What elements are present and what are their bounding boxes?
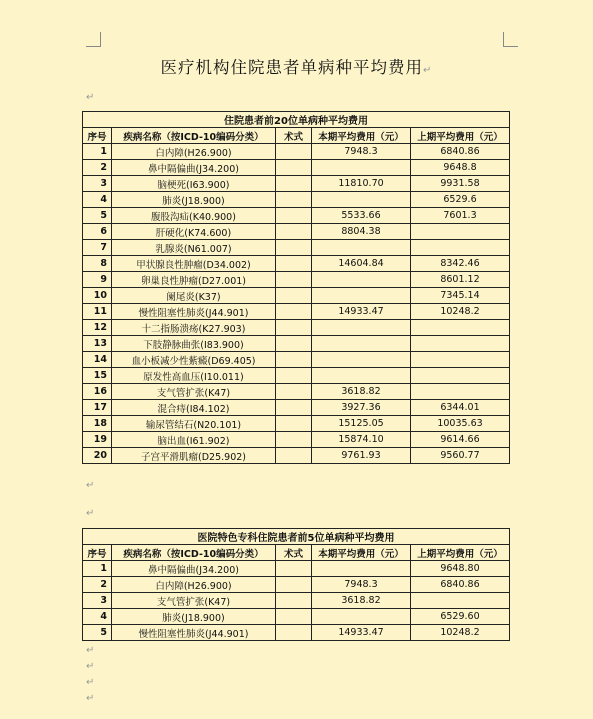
- current-cost: 15874.10: [312, 432, 411, 448]
- table-row: [83, 240, 510, 256]
- paragraph-mark-icon: ↵: [86, 645, 95, 656]
- table-row: [83, 561, 510, 577]
- disease-name: 鼻中隔偏曲(J34.200): [112, 561, 276, 577]
- previous-cost: 10248.2: [411, 625, 510, 641]
- current-cost: [312, 561, 411, 577]
- current-cost: [312, 192, 411, 208]
- operation-cell: [276, 352, 312, 368]
- document-title: [0, 54, 593, 78]
- operation-cell: [276, 609, 312, 625]
- previous-cost: 10035.63: [411, 416, 510, 432]
- current-cost: 3618.82: [312, 384, 411, 400]
- row-number: 15: [83, 368, 112, 384]
- current-cost: 7948.3: [312, 144, 411, 160]
- current-cost: 8804.38: [312, 224, 411, 240]
- table-caption: 医院特色专科住院患者前5位单病种平均费用: [83, 529, 510, 545]
- previous-cost: 6840.86: [411, 577, 510, 593]
- disease-name: 腹股沟疝(K40.900): [112, 208, 276, 224]
- table-row: [83, 432, 510, 448]
- disease-name: 慢性阻塞性肺炎(J44.901): [112, 304, 276, 320]
- operation-cell: [276, 176, 312, 192]
- operation-cell: [276, 192, 312, 208]
- previous-cost: 9648.8: [411, 160, 510, 176]
- row-number: 12: [83, 320, 112, 336]
- disease-name: 混合痔(I84.102): [112, 400, 276, 416]
- header-no: 序号: [83, 128, 112, 144]
- paragraph-mark-icon: ↵: [86, 508, 95, 519]
- current-cost: 9761.93: [312, 448, 411, 464]
- current-cost: 14933.47: [312, 625, 411, 641]
- header-operation: 术式: [276, 128, 312, 144]
- header-previous-cost: 上期平均费用（元）: [411, 545, 510, 561]
- current-cost: 7948.3: [312, 577, 411, 593]
- header-current-cost: 本期平均费用（元）: [312, 128, 411, 144]
- row-number: 7: [83, 240, 112, 256]
- table-row: [83, 176, 510, 192]
- row-number: 9: [83, 272, 112, 288]
- current-cost: [312, 368, 411, 384]
- table-specialty-top5: [82, 528, 510, 641]
- current-cost: 3927.36: [312, 400, 411, 416]
- disease-name: 阑尾炎(K37): [112, 288, 276, 304]
- previous-cost: 7601.3: [411, 208, 510, 224]
- operation-cell: [276, 384, 312, 400]
- header-current-cost: 本期平均费用（元）: [312, 545, 411, 561]
- table-row: [83, 625, 510, 641]
- current-cost: 15125.05: [312, 416, 411, 432]
- table-row: [83, 384, 510, 400]
- table-header-row: [83, 128, 510, 144]
- table-row: [83, 593, 510, 609]
- disease-name: 十二指肠溃疡(K27.903): [112, 320, 276, 336]
- header-no: 序号: [83, 545, 112, 561]
- header-operation: 术式: [276, 545, 312, 561]
- table-row: [83, 400, 510, 416]
- row-number: 14: [83, 352, 112, 368]
- disease-name: 卵巢良性肿瘤(D27.001): [112, 272, 276, 288]
- disease-name: 输尿管结石(N20.101): [112, 416, 276, 432]
- disease-name: 肝硬化(K74.600): [112, 224, 276, 240]
- disease-name: 肺炎(J18.900): [112, 609, 276, 625]
- previous-cost: 10248.2: [411, 304, 510, 320]
- previous-cost: 9614.66: [411, 432, 510, 448]
- disease-name: 下肢静脉曲张(I83.900): [112, 336, 276, 352]
- disease-name: 血小板减少性紫癜(D69.405): [112, 352, 276, 368]
- disease-name: 支气管扩张(K47): [112, 593, 276, 609]
- operation-cell: [276, 288, 312, 304]
- header-disease: 疾病名称（按ICD-10编码分类）: [112, 545, 276, 561]
- row-number: 20: [83, 448, 112, 464]
- previous-cost: 7345.14: [411, 288, 510, 304]
- previous-cost: [411, 384, 510, 400]
- operation-cell: [276, 432, 312, 448]
- operation-cell: [276, 272, 312, 288]
- previous-cost: 8601.12: [411, 272, 510, 288]
- disease-name: 肺炎(J18.900): [112, 192, 276, 208]
- table-row: [83, 272, 510, 288]
- row-number: 13: [83, 336, 112, 352]
- previous-cost: 6529.6: [411, 192, 510, 208]
- previous-cost: [411, 593, 510, 609]
- table-header-row: [83, 545, 510, 561]
- row-number: 18: [83, 416, 112, 432]
- table-caption-row: [83, 529, 510, 545]
- operation-cell: [276, 416, 312, 432]
- page-corner-mark-left: [86, 32, 101, 47]
- current-cost: 11810.70: [312, 176, 411, 192]
- disease-name: 甲状腺良性肿瘤(D34.002): [112, 256, 276, 272]
- operation-cell: [276, 400, 312, 416]
- row-number: 6: [83, 224, 112, 240]
- previous-cost: [411, 336, 510, 352]
- table-row: [83, 160, 510, 176]
- paragraph-mark-icon: ↵: [86, 661, 95, 672]
- row-number: 11: [83, 304, 112, 320]
- table-row: [83, 144, 510, 160]
- previous-cost: 8342.46: [411, 256, 510, 272]
- table-row: [83, 368, 510, 384]
- row-number: 3: [83, 176, 112, 192]
- current-cost: [312, 272, 411, 288]
- current-cost: 14933.47: [312, 304, 411, 320]
- table-row: [83, 336, 510, 352]
- table-top20: [82, 111, 510, 464]
- current-cost: [312, 288, 411, 304]
- row-number: 5: [83, 625, 112, 641]
- previous-cost: 6529.60: [411, 609, 510, 625]
- paragraph-mark-icon: ↵: [86, 480, 95, 491]
- current-cost: [312, 336, 411, 352]
- previous-cost: 6344.01: [411, 400, 510, 416]
- row-number: 5: [83, 208, 112, 224]
- row-number: 16: [83, 384, 112, 400]
- previous-cost: 9648.80: [411, 561, 510, 577]
- operation-cell: [276, 160, 312, 176]
- table-caption: 住院患者前20位单病种平均费用: [83, 112, 510, 128]
- row-number: 8: [83, 256, 112, 272]
- disease-name: 慢性阻塞性肺炎(J44.901): [112, 625, 276, 641]
- current-cost: 14604.84: [312, 256, 411, 272]
- operation-cell: [276, 320, 312, 336]
- row-number: 1: [83, 144, 112, 160]
- previous-cost: 9560.77: [411, 448, 510, 464]
- disease-name: 支气管扩张(K47): [112, 384, 276, 400]
- previous-cost: [411, 368, 510, 384]
- row-number: 4: [83, 192, 112, 208]
- disease-name: 脑梗死(I63.900): [112, 176, 276, 192]
- current-cost: [312, 352, 411, 368]
- table-row: [83, 288, 510, 304]
- row-number: 2: [83, 577, 112, 593]
- table-row: [83, 577, 510, 593]
- operation-cell: [276, 144, 312, 160]
- table-row: [83, 304, 510, 320]
- operation-cell: [276, 368, 312, 384]
- disease-name: 脑出血(I61.902): [112, 432, 276, 448]
- previous-cost: 6840.86: [411, 144, 510, 160]
- current-cost: [312, 240, 411, 256]
- paragraph-mark-icon: ↵: [86, 693, 95, 704]
- disease-name: 原发性高血压(I10.011): [112, 368, 276, 384]
- table-row: [83, 448, 510, 464]
- table-row: [83, 416, 510, 432]
- operation-cell: [276, 336, 312, 352]
- row-number: 10: [83, 288, 112, 304]
- previous-cost: [411, 240, 510, 256]
- disease-name: 鼻中隔偏曲(J34.200): [112, 160, 276, 176]
- operation-cell: [276, 561, 312, 577]
- row-number: 19: [83, 432, 112, 448]
- page-corner-mark-right: [503, 32, 518, 47]
- paragraph-mark-icon: ↵: [423, 65, 433, 76]
- previous-cost: [411, 352, 510, 368]
- table-row: [83, 609, 510, 625]
- table-row: [83, 192, 510, 208]
- disease-name: 乳腺炎(N61.007): [112, 240, 276, 256]
- previous-cost: 9931.58: [411, 176, 510, 192]
- row-number: 1: [83, 561, 112, 577]
- header-disease: 疾病名称（按ICD-10编码分类）: [112, 128, 276, 144]
- row-number: 3: [83, 593, 112, 609]
- paragraph-mark-icon: ↵: [86, 92, 95, 103]
- operation-cell: [276, 577, 312, 593]
- operation-cell: [276, 448, 312, 464]
- previous-cost: [411, 320, 510, 336]
- document-title-text: 医疗机构住院患者单病种平均费用: [160, 58, 424, 77]
- current-cost: 5533.66: [312, 208, 411, 224]
- operation-cell: [276, 208, 312, 224]
- table-caption-row: [83, 112, 510, 128]
- row-number: 4: [83, 609, 112, 625]
- operation-cell: [276, 304, 312, 320]
- previous-cost: [411, 224, 510, 240]
- current-cost: [312, 320, 411, 336]
- operation-cell: [276, 224, 312, 240]
- current-cost: 3618.82: [312, 593, 411, 609]
- row-number: 17: [83, 400, 112, 416]
- row-number: 2: [83, 160, 112, 176]
- operation-cell: [276, 593, 312, 609]
- disease-name: 子宫平滑肌瘤(D25.902): [112, 448, 276, 464]
- header-previous-cost: 上期平均费用（元）: [411, 128, 510, 144]
- table-row: [83, 320, 510, 336]
- table-row: [83, 352, 510, 368]
- disease-name: 白内障(H26.900): [112, 577, 276, 593]
- table-row: [83, 208, 510, 224]
- current-cost: [312, 609, 411, 625]
- disease-name: 白内障(H26.900): [112, 144, 276, 160]
- operation-cell: [276, 625, 312, 641]
- operation-cell: [276, 256, 312, 272]
- current-cost: [312, 160, 411, 176]
- paragraph-mark-icon: ↵: [86, 677, 95, 688]
- table-row: [83, 224, 510, 240]
- operation-cell: [276, 240, 312, 256]
- table-row: [83, 256, 510, 272]
